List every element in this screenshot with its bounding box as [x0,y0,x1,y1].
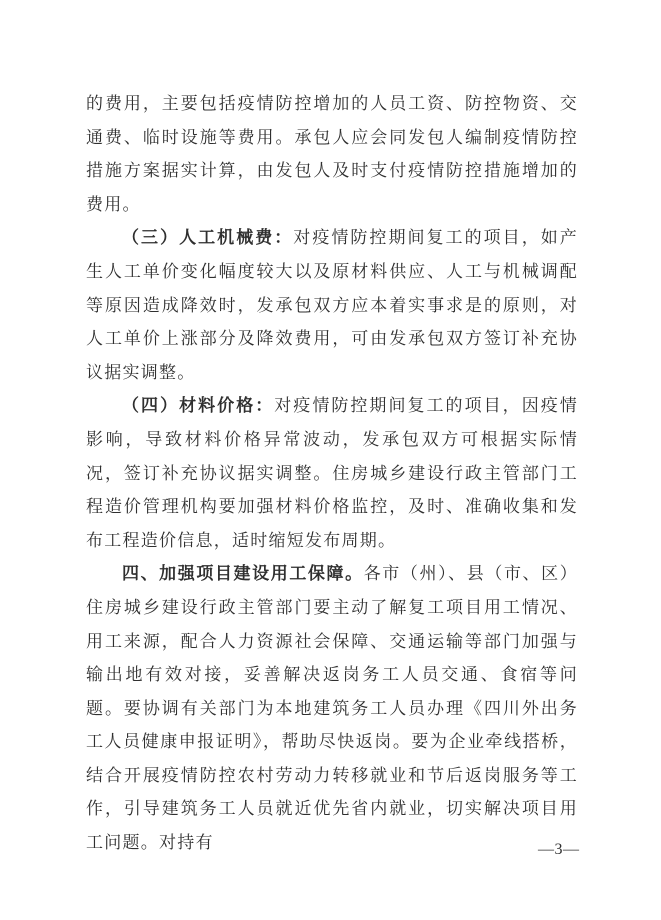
paragraph-heading: （三）人工机械费： [122,228,294,248]
paragraph-item-material-price [86,389,578,557]
paragraph-section-labor-guarantee [86,557,578,859]
document-text-block [86,87,578,860]
paragraph-heading: （四）材料价格： [122,396,275,416]
page-number: —3— [538,841,580,858]
paragraph-text: 对疫情防控期间复工的项目，因疫情影响，导致材料价格异常波动，发承包双方可根据实际情况，签订补充协议据实调整。住房城乡建设行政主管部门工程造价管理机构要加强材料价格监控，及时、准确收集和发布工程造价信息，适时缩短发布周期。 [86,396,579,550]
paragraph-text: 对疫情防控期间复工的项目，如产生人工单价变化幅度较大以及原材料供应、人工与机械调配等原因造成降效时，发承包双方应本着实事求是的原则，对人工单价上涨部分及降效费用，可由发承包双方签订补充协议据实调整。 [86,228,579,382]
paragraph-text: 各市（州）、县（市、区）住房城乡建设行政主管部门要主动了解复工项目用工情况、用工来源，配合人力资源社会保障、交通运输等部门加强与输出地有效对接，妥善解决返岗务工人员交通、食宿等问题。要协调有关部门为本地建筑务工人员办理《四川外出务工人员健康申报证明》，帮助尽快返岗。要为企业牵线搭桥，结合开展疫情防控农村劳动力转移就业和节后返岗服务等工作，引导建筑务工人员就近优先省内就业，切实解决项目用工问题。对持有 [86,564,578,853]
paragraph-heading: 四、加强项目建设用工保障。 [122,564,364,584]
paragraph-continuation [86,87,578,221]
paragraph-text: 的费用，主要包括疫情防控增加的人员工资、防控物资、交通费、临时设施等费用。承包人应会同发包人编制疫情防控措施方案据实计算，由发包人及时支付疫情防控措施增加的费用。 [86,94,578,214]
paragraph-item-labor-machinery-fee [86,221,578,389]
